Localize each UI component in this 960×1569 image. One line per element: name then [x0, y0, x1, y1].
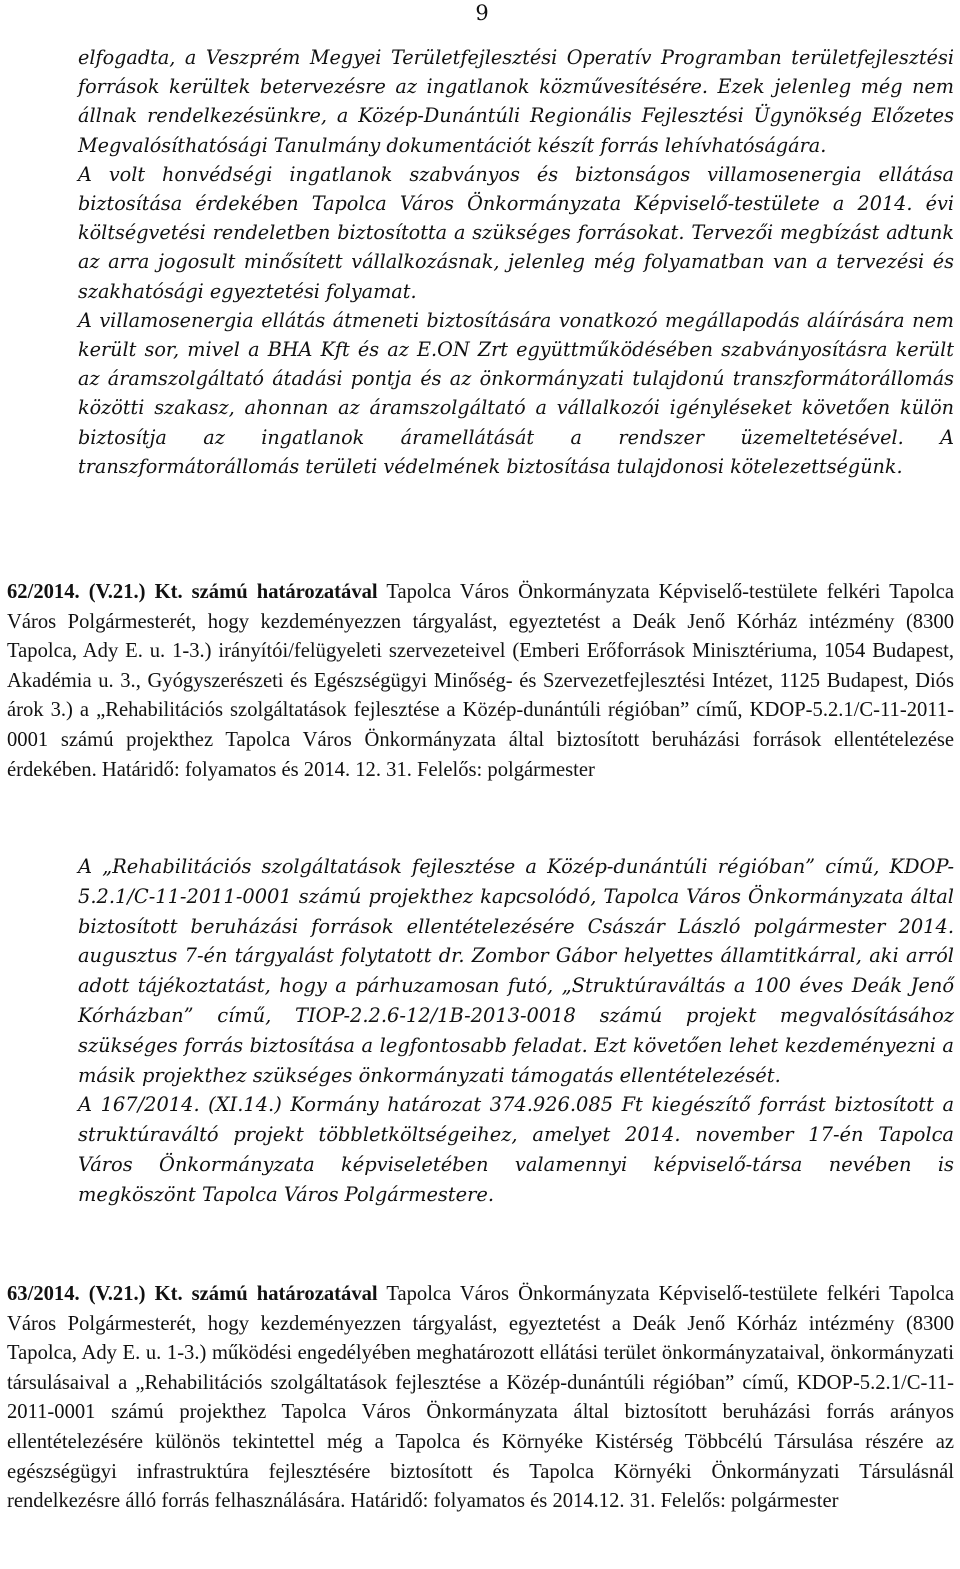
report-paragraph: A „Rehabilitációs szolgáltatások fejlesztése a Közép-dunántúli régióban” című, KDOP-5.2.1/C-11-2011-0001 számú projekthez kapcsolódó, Tapolca Város Önkormányzata által biztosított beruházási források ellentételezésére Császár László polgármester 2014. augusztus 7-én tárgyalást folytatott dr. Zombor Gábor helyettes államtitkárral, aki arról adott tájékoztatást, hogy a párhuzamosan futó, „Struktúraváltás a 100 éves Deák Jenő Kórházban” című, TIOP-2.2.6-12/1B-2013-0018 számú projekt megvalósításához szükséges forrás biztosítása a legfontosabb feladat. Ezt követően lehet kezdeményezni a másik projekthez szükséges önkormányzati támogatás ellentételezését.	[78, 855, 954, 1087]
resolution-text: Tapolca Város Önkormányzata Képviselő-testülete felkéri Tapolca Város Polgármesterét, hogy kezdeményezzen tárgyalást, egyeztetést a Deák Jenő Kórház intézmény (8300 Tapolca, Ady E. u. 1-3.) működési engedélyében meghatározott ellátási terület önkormányzataival, önkormányzati társulásaival a „Rehabilitációs szolgáltatások fejlesztése a Közép-dunántúli régióban” című, KDOP-5.2.1/C-11-2011-0001 számú projekthez Tapolca Város Önkormányzata által biztosított beruházási forrás arányos ellentételezésére különös tekintettel még a Tapolca és Környéke Kistérség Többcélú Társulása részére az egészségügyi infrastruktúra fejlesztésére biztosított és Tapolca Környéki Önkormányzati Társulásnál rendelkezésre álló forrás felhasználására. Határidő: folyamatos és 2014.12. 31. Felelős: polgármester	[7, 1283, 954, 1513]
report-paragraph: A villamosenergia ellátás átmeneti biztosítására vonatkozó megállapodás aláírására nem került sor, mivel a BHA Kft és az E.ON Zrt együttműködésében szabványosításra került az áramszolgáltató átadási pontja és az önkormányzati tulajdonú transzformátorállomás közötti szakasz, ahonnan az áramszolgáltató a vállalkozói igényléseket követően külön biztosítja az ingatlanok áramellátását a rendszer üzemeltetésével. A transzformátorállomás területi védelmének biztosítása tulajdonosi kötelezettségünk.	[78, 308, 954, 478]
report-paragraph: A volt honvédségi ingatlanok szabványos és biztonságos villamosenergia ellátása biztosítása érdekében Tapolca Város Önkormányzata Képviselő-testülete a 2014. évi költségvetési rendeletben biztosította a szükséges forrásokat. Tervezői megbízást adtunk az arra jogosult minősített vállalkozásnak, jelenleg még folyamatban van a tervezési és szakhatósági egyeztetési folyamat.	[78, 162, 954, 303]
resolution-reference: 63/2014. (V.21.) Kt. számú határozatával	[7, 1283, 378, 1305]
resolution-text: Tapolca Város Önkormányzata Képviselő-testülete felkéri Tapolca Város Polgármesterét, hogy kezdeményezzen tárgyalást, egyeztetést a Deák Jenő Kórház intézmény (8300 Tapolca, Ady E. u. 1-3.) irányítói/felügyeleti szervezeteivel (Emberi Erőforrások Minisztériuma, 1054 Budapest, Akadémia u. 3., Gyógyszerészeti és Egészségügyi Minőség- és Szervezetfejlesztési Intézet, 1125 Budapest, Diós árok 3.) a „Rehabilitációs szolgáltatások fejlesztése a Közép-dunántúli régióban” című, KDOP-5.2.1/C-11-2011-0001 számú projekthez Tapolca Város Önkormányzata által biztosított beruházási források ellentételezése érdekében. Határidő: folyamatos és 2014. 12. 31. Felelős: polgármester	[7, 581, 954, 781]
resolution-62	[7, 578, 954, 785]
page-number: 9	[475, 1, 489, 25]
report-paragraph: A 167/2014. (XI.14.) Kormány határozat 374.926.085 Ft kiegészítő forrást biztosított a struktúraváltó projekt többletköltségeihez, amelyet 2014. november 17-én Tapolca Város Önkormányzata képviseletében valamennyi képviselő-társa nevében is megköszönt Tapolca Város Polgármestere.	[78, 1093, 954, 1206]
report-paragraph: elfogadta, a Veszprém Megyei Területfejlesztési Operatív Programban területfejlesztési források kerültek betervezésre az ingatlanok közművesítésére. Ezek jelenleg még nem állnak rendelkezésünkre, a Közép-Dunántúli Regionális Fejlesztési Ügynökség Előzetes Megvalósíthatósági Tanulmány dokumentációt készít forrás lehívhatóságára.	[78, 46, 954, 157]
report-section-1	[78, 43, 954, 481]
report-section-2	[78, 852, 954, 1210]
resolution-reference: 62/2014. (V.21.) Kt. számú határozatával	[7, 581, 378, 603]
resolution-63	[7, 1280, 954, 1517]
